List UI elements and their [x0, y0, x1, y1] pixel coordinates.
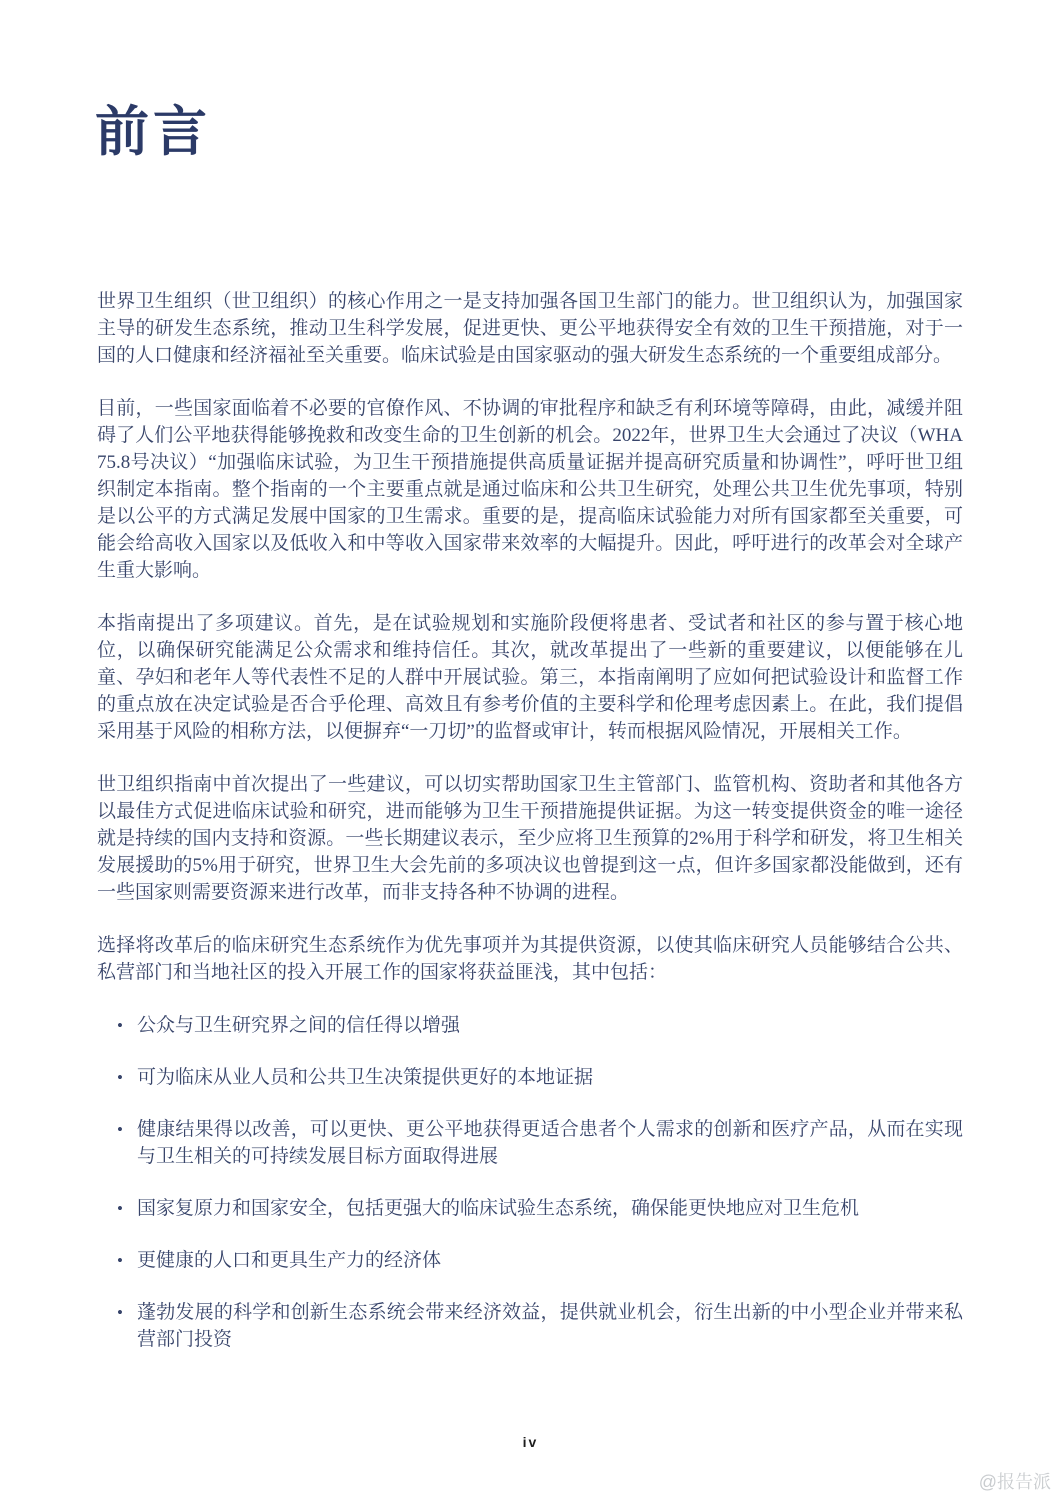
list-item-text: 健康结果得以改善，可以更快、更公平地获得更适合患者个人需求的创新和医疗产品，从而在实现与卫生相关的可持续发展目标方面取得进展 — [137, 1119, 963, 1167]
list-item-text: 更健康的人口和更具生产力的经济体 — [137, 1250, 442, 1271]
paragraph-who-role: 世界卫生组织（世卫组织）的核心作用之一是支持加强各国卫生部门的能力。世卫组织认为，加强国家主导的研发生态系统，推动卫生科学发展，促进更快、更公平地获得安全有效的卫生干预措施，对于一国的人口健康和经济福祉至关重要。临床试验是由国家驱动的强大研发生态系统的一个重要组成部分。 — [97, 291, 963, 366]
bullet-dot-icon: • — [117, 1120, 123, 1139]
benefits-list — [97, 1012, 963, 1353]
page-title: 前言 — [95, 102, 211, 162]
list-item — [97, 1299, 963, 1353]
list-item — [97, 1247, 963, 1274]
paragraph-funding: 世卫组织指南中首次提出了一些建议，可以切实帮助国家卫生主管部门、监管机构、资助者和其他各方以最佳方式促进临床试验和研究，进而能够为卫生干预措施提供证据。为这一转变提供资金的唯一途径就是持续的国内支持和资源。一些长期建议表示，至少应将卫生预算的2%用于科学和研发，将卫生相关发展援助的5%用于研究，世界卫生大会先前的多项决议也曾提到这一点，但许多国家都没能做到，还有一些国家则需要资源来进行改革，而非支持各种不协调的进程。 — [97, 774, 963, 903]
list-item-text: 国家复原力和国家安全，包括更强大的临床试验生态系统，确保能更快地应对卫生危机 — [137, 1198, 860, 1219]
bullet-dot-icon: • — [117, 1068, 123, 1087]
list-item-text: 蓬勃发展的科学和创新生态系统会带来经济效益，提供就业机会，衍生出新的中小型企业并带来私营部门投资 — [137, 1302, 963, 1350]
bullet-dot-icon: • — [117, 1303, 123, 1322]
list-item-text: 公众与卫生研究界之间的信任得以增强 — [137, 1015, 461, 1036]
paragraph-wha-resolution: 目前，一些国家面临着不必要的官僚作风、不协调的审批程序和缺乏有利环境等障碍，由此，减缓并阻碍了人们公平地获得能够挽救和改变生命的卫生创新的机会。2022年，世界卫生大会通过了决议（WHA 75.8号决议）“加强临床试验，为卫生干预措施提供高质量证据并提高研究质量和协调性”，呼吁世卫组织制定本指南。整个指南的一个主要重点就是通过临床和公共卫生研究，处理公共卫生优先事项，特别是以公平的方式满足发展中国家的卫生需求。重要的是，提高临床试验能力对所有国家都至关重要，可能会给高收入国家以及低收入和中等收入国家带来效率的大幅提升。因此，呼吁进行的改革会对全球产生重大影响。 — [97, 398, 963, 581]
bullet-dot-icon: • — [117, 1199, 123, 1218]
page-number: iv — [522, 1434, 539, 1450]
paragraph-recommendations: 本指南提出了多项建议。首先，是在试验规划和实施阶段便将患者、受试者和社区的参与置于核心地位，以确保研究能满足公众需求和维持信任。其次，就改革提出了一些新的重要建议，以便能够在儿童、孕妇和老年人等代表性不足的人群中开展试验。第三，本指南阐明了应如何把试验设计和监督工作的重点放在决定试验是否合乎伦理、高效且有参考价值的主要科学和伦理考虑因素上。在此，我们提倡采用基于风险的相称方法，以便摒弃“一刀切”的监督或审计，转而根据风险情况，开展相关工作。 — [97, 613, 963, 742]
bullet-dot-icon: • — [117, 1016, 123, 1035]
list-item — [97, 1064, 963, 1091]
paragraph-benefits-intro: 选择将改革后的临床研究生态系统作为优先事项并为其提供资源，以使其临床研究人员能够结合公共、私营部门和当地社区的投入开展工作的国家将获益匪浅，其中包括： — [97, 935, 963, 983]
preface-body — [97, 288, 963, 1378]
list-item — [97, 1116, 963, 1170]
list-item-text: 可为临床从业人员和公共卫生决策提供更好的本地证据 — [137, 1067, 594, 1088]
list-item — [97, 1012, 963, 1039]
watermark: @报告派 — [978, 1472, 1051, 1492]
bullet-dot-icon: • — [117, 1251, 123, 1270]
list-item — [97, 1195, 963, 1222]
